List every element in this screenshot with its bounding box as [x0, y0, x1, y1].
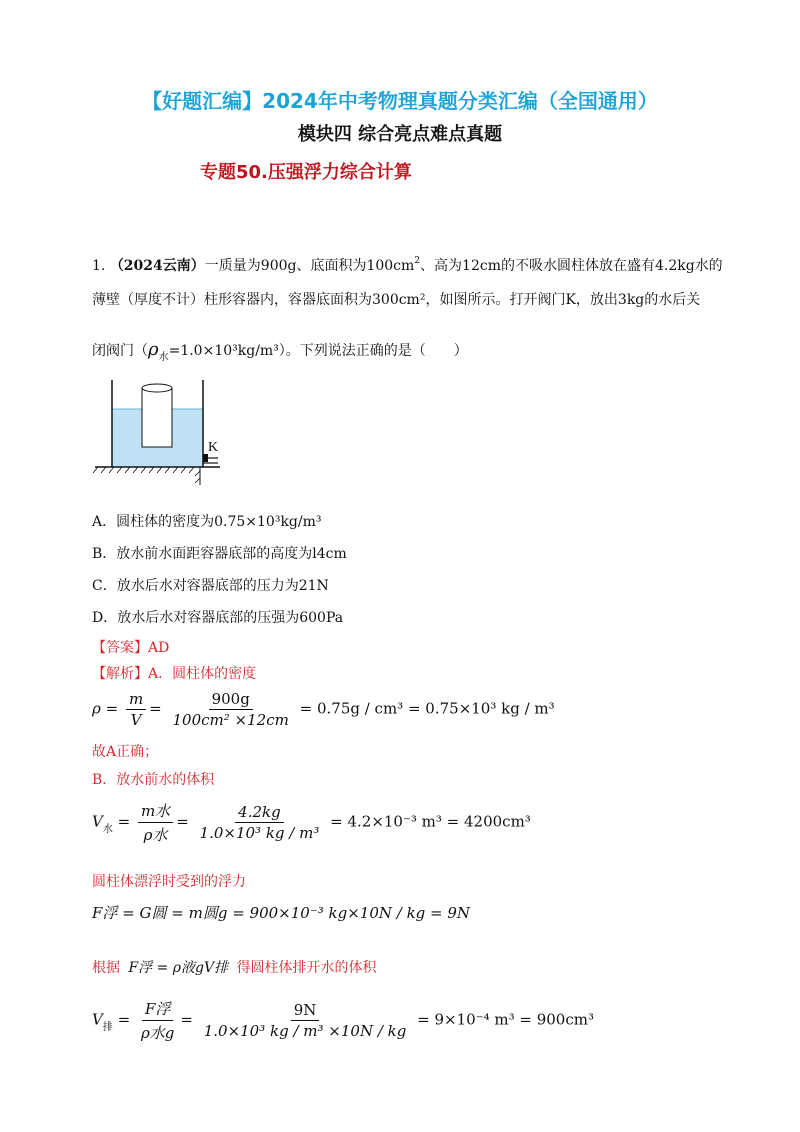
b-label: B．放水前水的体积 [92, 772, 215, 788]
according-line: 根据 F浮 = ρ液gV排 得圆柱体排开水的体积 [92, 960, 377, 976]
cylinder-body [142, 388, 172, 447]
equation-buoyancy: F浮 = G圆 = m圆g = 900×10⁻³ kg×10N / kg = 9N [92, 904, 471, 922]
question-number: 1. [92, 258, 106, 274]
question-source: （2024云南） [109, 258, 205, 274]
buoyancy-formula: F浮 = ρ液gV排 [128, 960, 229, 976]
equation-displaced-volume: $V_排$ = $\frac{\text{F浮}}{\text{ρ水g}}$ = $\frac{9N}{\text{1.0×10³ kg / m³ ×10N / kg}}$ = 9×10⁻⁴ m³ = 900cm³ [92, 1000, 594, 1042]
cylinder-top [142, 384, 172, 392]
option-a: A．圆柱体的密度为0.75×10³kg/m³ [92, 514, 322, 530]
answer-label: 【答案】AD [92, 640, 170, 656]
buoyancy-label: 圆柱体漂浮时受到的浮力 [92, 874, 246, 890]
question-line-2: 薄壁（厚度不计）柱形容器内，容器底面积为300cm²，如图所示。打开阀门K，放出3kg的水后关 [92, 292, 701, 308]
module-title: 模块四 综合亮点难点真题 [297, 124, 503, 145]
topic-title: 专题50.压强浮力综合计算 [200, 162, 412, 183]
equation-water-volume: $V_水$ = $\frac{\text{m水}}{\text{ρ水}}$ = $\frac{4.2kg}{\text{1.0×10³ kg / m³}}$ = 4.2×10⁻³ m³ = 4200cm³ [92, 802, 531, 844]
question-line-3: 闭阀门$(\rho_水=1.0\times 10^3kg/m^3)$。下列说法正确的是（ ） [92, 339, 468, 363]
analysis-label: 【解析】A．圆柱体的密度 [92, 666, 257, 682]
document-title: 【好题汇编】2024年中考物理真题分类汇编（全国通用） [142, 89, 658, 113]
option-b: B．放水前水面距容器底部的高度为l4cm [92, 546, 347, 562]
container-figure [90, 372, 230, 487]
question-line-1: 1. （2024云南）一质量为900g、底面积为$100cm^2$、高为12cm的不吸水圆柱体放在盛有4.2kg水的 [92, 256, 723, 274]
support-hatch [195, 471, 200, 483]
a-correct-text: 故A正确； [92, 744, 159, 760]
equation-density: ρ = $\frac{m}{V}$ = $\frac{900g}{\text{100cm² ×12cm}}$ = 0.75g / cm³ = 0.75×10³ kg / m³ [92, 690, 555, 729]
option-c: C．放水后水对容器底部的压力为21N [92, 578, 329, 594]
valve-label: K [208, 440, 219, 455]
ground-hatch [93, 467, 194, 473]
option-d: D．放水后水对容器底部的压强为600Pa [92, 610, 344, 626]
